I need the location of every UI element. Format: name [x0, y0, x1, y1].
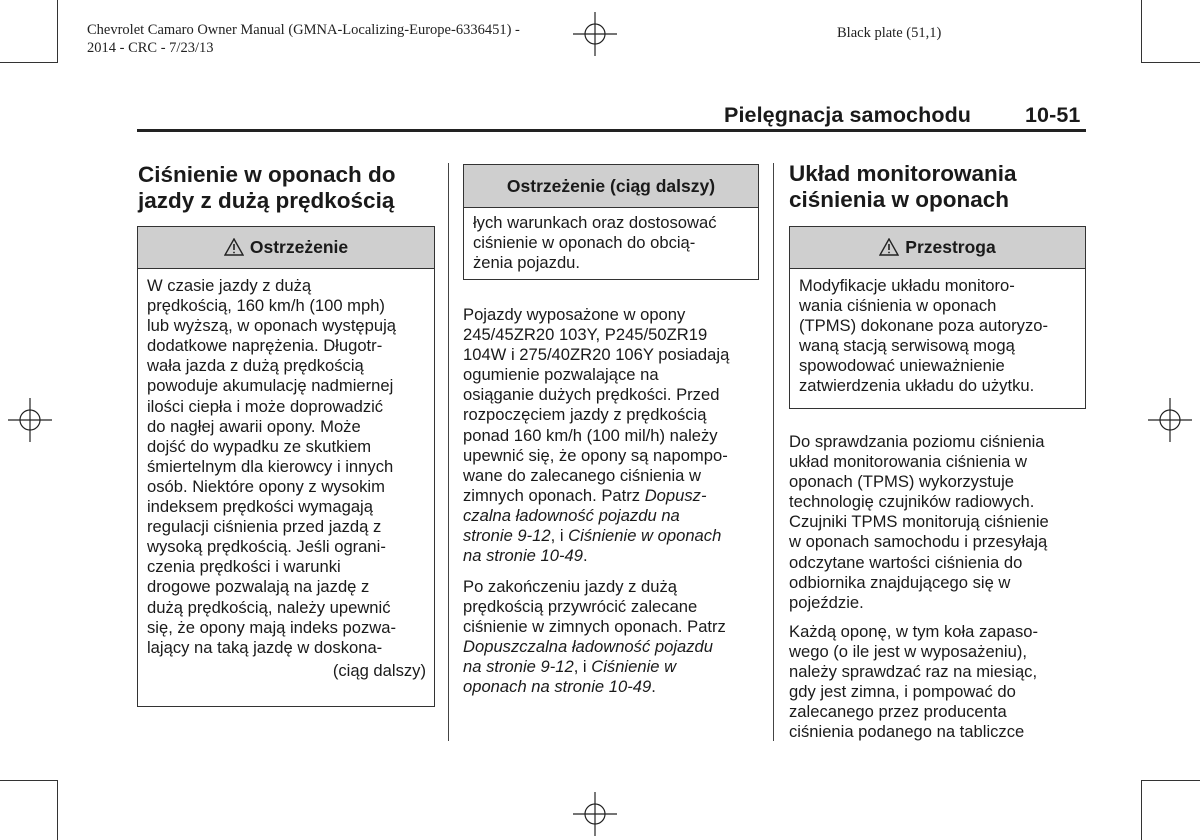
registration-mark-icon — [8, 398, 52, 442]
crop-mark — [0, 62, 58, 63]
tpms-description-paragraph: Do sprawdzania poziomu ciśnienia układ monitorowania ciśnienia w oponach (TPMS) wykorzystuje technologię czujników radiowych. Czujniki TPMS monitorują ciśnienie w oponach samochodu i przesyłają odczytane wartości ciśnienia do odbiornika znajdującego się w pojeździe. — [789, 432, 1049, 612]
column-divider — [773, 163, 774, 741]
warning-box — [137, 226, 435, 707]
warning-text: W czasie jazdy z dużą prędkością, 160 km/h (100 mph) lub wyższą, w oponach występują dodatkowe naprężenia. Długotr‐ wała jazda z dużą prędkością powoduje akumulację nadmiernej ilości ciepła i może doprowadzić do nagłej awarii opony. Może dojść do wypadku ze skutkiem śmiertelnym dla kierowcy i innych osób. Niektóre opony z wysokim indeksem prędkości wymagają regulacji ciśnienia przed jazdą z wysoką prędkością. Jeśli ograni‐ czenia prędkości i warunki drogowe pozwalają na jazdę z dużą prędkością, należy upewnić się, że opony mają indeks pozwa‐ lający na taką jazdę w doskona‐ (ciąg dalszy) — [147, 276, 426, 680]
print-meta-line-2: 2014 - CRC - 7/23/13 — [87, 40, 214, 56]
print-meta-line-1: Chevrolet Camaro Owner Manual (GMNA-Localizing-Europe-6336451) - — [87, 22, 520, 38]
caution-header — [790, 227, 1085, 269]
header-rule — [137, 129, 1086, 132]
caution-text: Modyfikacje układu monitoro‐ wania ciśnienia w oponach (TPMS) dokonane poza autoryzo‐ waną stacją serwisową mogą spowodować unieważnienie zatwierdzenia układu do użytku. — [799, 276, 1049, 396]
cross-reference-link[interactable]: Ciśnienie w oponach — [568, 526, 722, 546]
warning-header — [138, 227, 434, 269]
column-divider — [448, 163, 449, 741]
crop-mark — [1141, 0, 1142, 62]
tire-check-paragraph: Każdą oponę, w tym koła zapaso‐ wego (o ile jest w wyposażeniu), należy sprawdzać raz na miesiąc, gdy jest zimna, i pompować do zalecanego przez producenta ciśnienia podanego na tabliczce — [789, 622, 1039, 742]
plate-label: Black plate (51,1) — [837, 25, 942, 41]
warning-triangle-icon — [224, 238, 244, 256]
registration-mark-icon — [1148, 398, 1192, 442]
registration-mark-icon — [573, 12, 617, 56]
crop-mark — [0, 780, 58, 781]
high-speed-tires-paragraph: Pojazdy wyposażone w opony 245/45ZR20 103Y, P245/50ZR19 104W i 275/40ZR20 106Y posiadają ogumienie pozwalające na osiąganie dużych prędkości. Przed rozpoczęciem jazdy z prędkością ponad 160 km/h (100 mil/h) należy upewnić się, że opony są napompo‐ wane do zalecanego ciśnienia w zimnych oponach. Patrz Dopusz‐ czalna ładowność pojazdu na stronie 9-12, i Ciśnienie w oponach na stronie 10-49. — [463, 305, 730, 566]
warning-continued-text: łych warunkach oraz dostosować ciśnienie w oponach do obcią‐ żenia pojazdu. — [473, 213, 717, 273]
cross-reference-link[interactable]: na stronie 9-12 — [463, 657, 574, 677]
after-driving-paragraph: Po zakończeniu jazdy z dużą prędkością przywrócić zalecane ciśnienie w zimnych oponach. Patrz Dopuszczalna ładowność pojazdu na stronie 9-12, i Ciśnienie w oponach na stronie 10-49. — [463, 577, 726, 697]
cross-reference-link[interactable]: oponach na stronie 10-49 — [463, 677, 652, 697]
continued-label: (ciąg dalszy) — [332, 660, 426, 680]
warning-triangle-icon — [879, 238, 899, 256]
caution-box — [789, 226, 1086, 409]
print-metadata — [87, 21, 520, 57]
cross-reference-link[interactable]: Dopuszczalna ładowność pojazdu — [463, 637, 713, 657]
warning-label: Ostrzeżenie — [249, 237, 349, 257]
cross-reference-link[interactable]: czalna ładowność pojazdu na — [463, 505, 680, 525]
warning-continued-header: Ostrzeżenie (ciąg dalszy) — [464, 165, 758, 208]
crop-mark — [1141, 780, 1200, 781]
cross-reference-link[interactable]: Ciśnienie w — [591, 657, 677, 677]
cross-reference-link[interactable]: Dopusz‐ — [644, 485, 707, 505]
cross-reference-link[interactable]: stronie 9-12 — [463, 526, 551, 546]
crop-mark — [57, 780, 58, 840]
warning-continued-box — [463, 164, 759, 280]
caution-label: Przestroga — [905, 237, 996, 257]
crop-mark — [1141, 780, 1142, 840]
section-title-tpms: Układ monitorowania ciśnienia w oponach — [789, 161, 1017, 212]
page-number: 10-51 — [1025, 103, 1081, 127]
crop-mark — [57, 0, 58, 62]
crop-mark — [1141, 62, 1200, 63]
running-header-section: Pielęgnacja samochodu — [724, 103, 972, 127]
cross-reference-link[interactable]: na stronie 10-49 — [463, 546, 583, 566]
section-title-high-speed: Ciśnienie w oponach do jazdy z dużą prędkością — [138, 162, 396, 213]
registration-mark-icon — [573, 792, 617, 836]
